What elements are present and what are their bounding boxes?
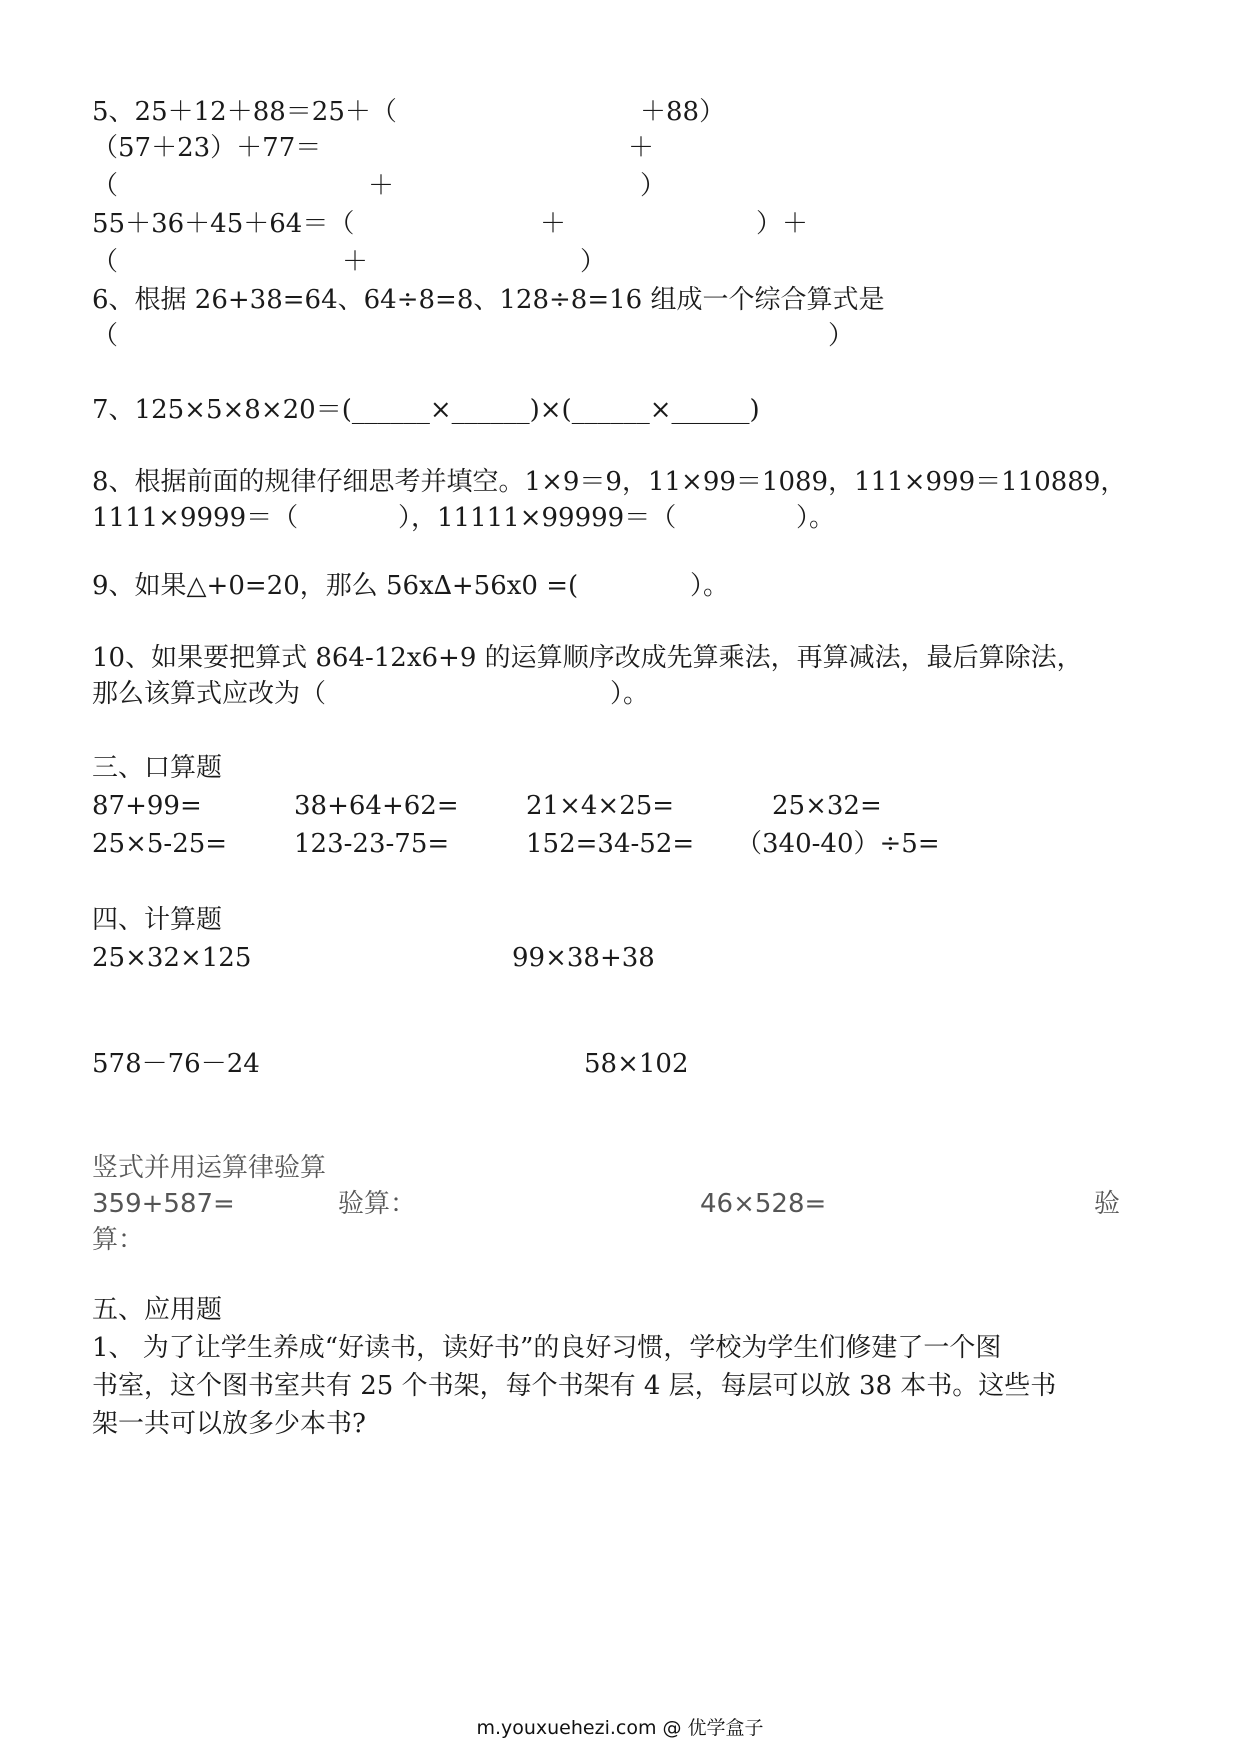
mental-math-item: 21×4×25= (526, 791, 675, 821)
mental-math-item: 25×5-25= (92, 829, 228, 859)
q5-line4-plus: ＋ (540, 209, 567, 239)
mental-math-item: 38+64+62= (294, 791, 459, 821)
q5-line3-open: （ (92, 171, 119, 201)
mental-math-item: 25×32= (772, 791, 882, 821)
q5-line4-start: 55＋36＋45＋64＝（ (92, 209, 355, 239)
vertical-expr-1: 359+587= (92, 1189, 235, 1219)
q10-line1: 10、如果要把算式 864-12x6+9 的运算顺序改成先算乘法，再算减法，最后算除法， (92, 643, 1083, 673)
vertical-check-label-1: 验算： (338, 1189, 417, 1219)
q5-line3-plus: ＋ (368, 171, 395, 201)
q5-line3-close: ） (640, 171, 667, 201)
q6-text: 6、根据 26+38=64、64÷8=8、128÷8=16 组成一个综合算式是 (92, 285, 885, 315)
vertical-check-label-2a: 验 (1094, 1189, 1121, 1219)
q6-paren-close: ） (828, 321, 855, 351)
q5-line2-plus: ＋ (628, 133, 655, 163)
word-problem-line: 架一共可以放多少本书? (92, 1409, 366, 1439)
vertical-calc-title: 竖式并用运算律验算 (92, 1153, 327, 1183)
q5-line1-start: 5、25＋12＋88＝25＋（ (92, 97, 397, 127)
footer-watermark: m.youxuehezi.com @ 优学盒子 (476, 1717, 764, 1739)
section5-title: 五、应用题 (92, 1295, 223, 1325)
q8-line2-start: 1111×9999＝（ (92, 503, 299, 533)
mental-math-item: 152=34-52= (526, 829, 695, 859)
mental-math-item: 87+99= (92, 791, 202, 821)
q10-line2-start: 那么该算式应改为（ (92, 679, 327, 709)
q5-line2-start: （57＋23）＋77＝ (92, 133, 322, 163)
word-problem-line: 书室，这个图书室共有 25 个书架，每个书架有 4 层，每层可以放 38 本书。这些书 (92, 1371, 1057, 1401)
q10-line2-end: ）。 (610, 679, 650, 709)
vertical-check-label-2b: 算： (92, 1225, 145, 1255)
section3-title: 三、口算题 (92, 753, 223, 783)
q8-line2-end: ）。 (796, 503, 836, 533)
q5-line1-end: ＋88） (640, 97, 726, 127)
calc-item: 58×102 (584, 1049, 689, 1079)
q7-text: 7、125×5×8×20＝(______×______)×(______×______) (92, 395, 760, 425)
calc-item: 578－76－24 (92, 1049, 260, 1079)
q9-text-start: 9、如果△+0=20，那么 56x∆+56x0 =( (92, 571, 579, 601)
q8-line1: 8、根据前面的规律仔细思考并填空。1×9＝9，11×99＝1089，111×999＝110889， (92, 467, 1127, 497)
calc-item: 99×38+38 (512, 943, 655, 973)
vertical-expr-2: 46×528= (700, 1189, 827, 1219)
q5-line5-close: ） (580, 247, 607, 277)
q5-line5-open: （ (92, 247, 119, 277)
q8-line2-middle: ），11111×99999＝（ (398, 503, 677, 533)
word-problem-line: 1、 为了让学生养成“好读书，读好书”的良好习惯，学校为学生们修建了一个图 (92, 1333, 1002, 1363)
section4-title: 四、计算题 (92, 905, 223, 935)
q9-text-end: ）。 (690, 571, 730, 601)
q5-line5-plus: ＋ (342, 247, 369, 277)
mental-math-item: 123-23-75= (294, 829, 450, 859)
mental-math-item: （340-40）÷5= (736, 829, 940, 859)
q5-line4-end: ）＋ (756, 209, 809, 239)
q6-paren-open: （ (92, 321, 119, 351)
calc-item: 25×32×125 (92, 943, 252, 973)
